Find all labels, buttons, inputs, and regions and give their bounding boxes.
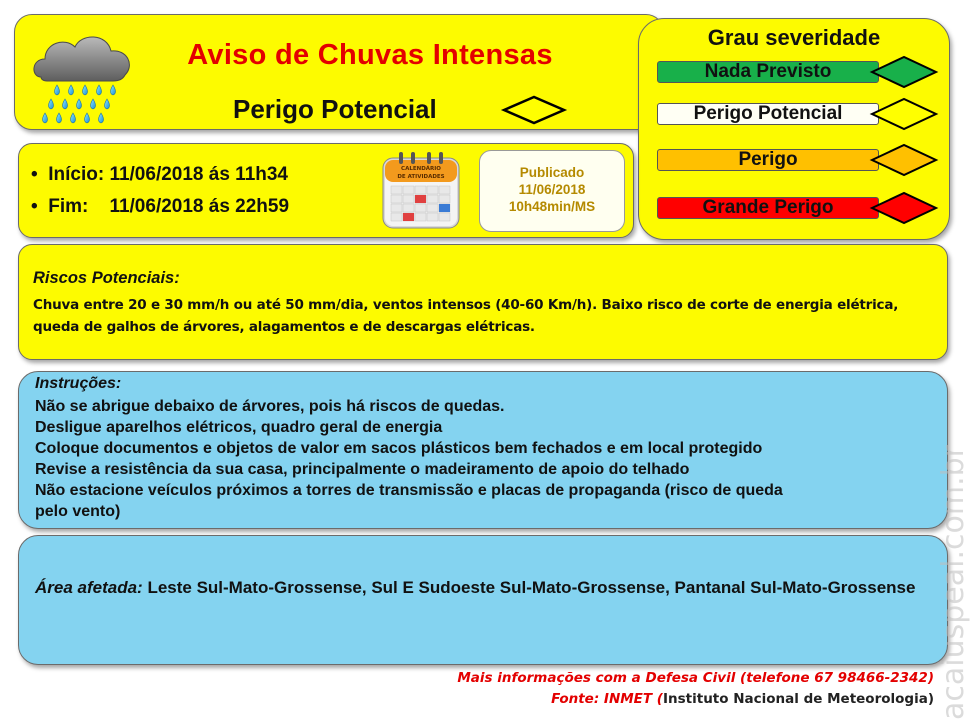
yellow-diamond-icon: [869, 97, 939, 131]
footer: [434, 668, 934, 710]
svg-text:DE ATIVIDADES: DE ATIVIDADES: [397, 174, 445, 180]
severity-label: Nada Previsto: [657, 61, 879, 83]
instruction-line: Revise a resistência da sua casa, principalmente o madeiramento de apoio do telhado: [35, 461, 690, 478]
watermark: acaiuspeal.com.br: [936, 445, 971, 720]
end-time: • Fim: 11/06/2018 ás 22h59: [31, 196, 290, 217]
severity-level-none: [657, 55, 937, 85]
instruction-line: Coloque documentos e objetos de valor em sacos plásticos bem fechados e em local protegido: [35, 440, 763, 457]
alert-title: Aviso de Chuvas Intensas: [187, 39, 553, 71]
published-label: Publicado: [519, 165, 585, 180]
footer-info: Mais informações com a Defesa Civil (telefone 67 98466-2342): [457, 670, 934, 686]
footer-source-name: Instituto Nacional de Meteorologia): [662, 691, 934, 707]
svg-text:CALENDÁRIO: CALENDÁRIO: [401, 166, 441, 172]
severity-label: Perigo Potencial: [657, 103, 879, 125]
affected-area-panel: [18, 535, 948, 665]
alert-period-panel: [18, 143, 634, 238]
severity-label: Perigo: [657, 149, 879, 171]
risks-heading: Riscos Potenciais:: [33, 269, 180, 287]
footer-source-label: Fonte: INMET (: [551, 691, 663, 707]
end-time-text: Fim: 11/06/2018 ás 22h59: [48, 196, 290, 217]
start-time-text: Início: 11/06/2018 ás 11h34: [48, 164, 289, 185]
calendar-icon: [381, 150, 463, 230]
instruction-line: Não se abrigue debaixo de árvores, pois há riscos de quedas.: [35, 398, 505, 415]
severity-legend: [638, 18, 950, 240]
alert-level-label: Perigo Potencial: [233, 94, 437, 124]
instruction-line: pelo vento): [35, 503, 121, 520]
instruction-line: Não estacione veículos próximos a torres de transmissão e placas de propaganda (risco de queda: [35, 482, 783, 499]
instructions-heading: Instruções:: [35, 375, 122, 392]
red-diamond-icon: [869, 191, 939, 225]
alert-title-panel: [14, 14, 664, 130]
risks-description: Chuva entre 20 e 30 mm/h ou até 50 mm/dia, ventos intensos (40-60 Km/h). Baixo risco de corte de energia elétrica, queda de galhos de árvores, alagamentos e de descargas elétricas.: [33, 297, 899, 335]
severity-level-great-danger: [657, 191, 937, 221]
severity-title: Grau severidade: [707, 25, 881, 50]
published-info: [479, 150, 625, 232]
severity-level-danger: [657, 143, 937, 173]
footer-source: [434, 689, 934, 710]
green-diamond-icon: [869, 55, 939, 89]
risks-panel: [18, 244, 948, 360]
severity-level-potential: [657, 97, 937, 127]
affected-area-label: Área afetada:: [35, 578, 143, 597]
start-time: • Início: 11/06/2018 ás 11h34: [31, 164, 289, 185]
rain-cloud-icon: [31, 25, 137, 131]
published-time: 10h48min/MS: [508, 199, 596, 214]
diamond-icon: [501, 95, 567, 125]
affected-area-regions: Leste Sul-Mato-Grossense, Sul E Sudoeste Sul-Mato-Grossense, Pantanal Sul-Mato-Grossense: [142, 578, 916, 597]
affected-area: [35, 576, 935, 600]
severity-label: Grande Perigo: [657, 197, 879, 219]
instruction-line: Desligue aparelhos elétricos, quadro geral de energia: [35, 419, 443, 436]
instructions-panel: [18, 371, 948, 529]
orange-diamond-icon: [869, 143, 939, 177]
published-date: 11/06/2018: [518, 182, 586, 197]
